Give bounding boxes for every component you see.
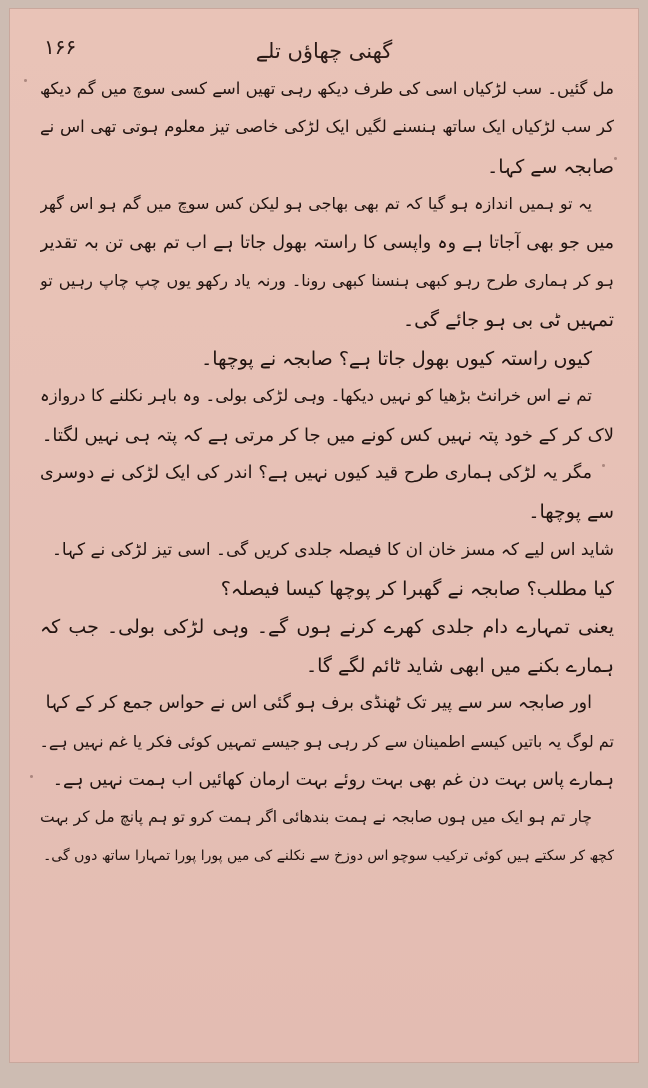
paper-speck [614, 157, 617, 160]
paper-speck [24, 79, 27, 82]
text-line: کر سب لڑکیاں ایک ساتھ ہنسنے لگیں ایک لڑکی خاصی تیز معلوم ہوتی تھی اس نے [40, 117, 614, 137]
text-line: تمہیں ٹی بی ہو جائے گی۔ [403, 309, 614, 332]
page-header [10, 35, 638, 69]
text-line: چار تم ہو ایک میں ہوں صابجہ نے ہمت بندھائی اگر ہمت کرو تو ہم پانچ مل کر بہت [40, 808, 592, 827]
text-line: لاک کر کے خود پتہ نہیں کس کونے میں جا کر مرتی ہے کہ پتہ ہی نہیں لگتا۔ [41, 424, 614, 446]
text-line: کچھ کر سکتے ہیں کوئی ترکیب سوچو اس دوزخ سے نکلنے کی میں پورا پورا تمہارا ساتھ دوں گی۔ [43, 847, 614, 864]
text-line: کیوں راستہ کیوں بھول جاتا ہے؟ صابجہ نے پوچھا۔ [201, 347, 592, 370]
text-line: کیا مطلب؟ صابجہ نے گھبرا کر پوچھا کیسا فیصلہ؟ [220, 578, 614, 601]
text-line: یعنی تمہارے دام جلدی کھرے کرنے ہوں گے۔ وہی لڑکی بولی۔ جب کہ [40, 616, 614, 639]
text-line: ہو کر ہماری طرح رہو کبھی ہنسنا کبھی رونا۔ ورنہ یاد رکھو یوں چپ چاپ رہیں تو [40, 270, 614, 290]
text-line: تم لوگ یہ باتیں کیسے اطمینان سے کر رہی ہو جیسے تمہیں کوئی فکر یا غم نہیں ہے۔ [40, 731, 614, 751]
running-title: گھنی چھاؤں تلے [255, 39, 393, 63]
text-line: صابجہ سے کہا۔ [487, 155, 614, 178]
text-line: مگر یہ لڑکی ہماری طرح قید کیوں نہیں ہے؟ اندر کی ایک لڑکی نے دوسری [40, 462, 592, 483]
text-line: مل گئیں۔ سب لڑکیاں اسی کی طرف دیکھ رہی تھیں اسے کسی سوچ میں گم دیکھ [40, 79, 614, 98]
text-line: تم نے اس خرانٹ بڑھیا کو نہیں دیکھا۔ وہی لڑکی بولی۔ وہ باہر نکلنے کا دروازہ [40, 386, 592, 406]
text-line: ہمارے بکنے میں ابھی شاید ٹائم لگے گا۔ [305, 654, 614, 677]
page-number: ۱۶۶ [44, 35, 77, 59]
text-line: میں جو بھی آجاتا ہے وہ واپسی کا راستہ بھول جاتا ہے اب تم بھی تن بہ تقدیر [40, 232, 614, 253]
text-line: یہ تو ہمیں اندازہ ہو گیا کہ تم بھی بھاجی ہو لیکن کس سوچ میں گم ہو اس گھر [40, 194, 592, 214]
text-line: اور صابجہ سر سے پیر تک ٹھنڈی برف ہو گئی اس نے حواس جمع کر کے کہا [45, 693, 592, 714]
text-line: شاید اس لیے کہ مسز خان ان کا فیصلہ جلدی کریں گی۔ اسی تیز لڑکی نے کہا۔ [51, 539, 614, 560]
paper-speck [602, 464, 605, 467]
text-line: ہمارے پاس بہت دن غم بھی بہت روئے بہت ارمان کھائیں اب ہمت نہیں ہے۔ [52, 770, 614, 791]
body-text [40, 73, 614, 879]
text-line: سے پوچھا۔ [528, 501, 614, 524]
book-page [9, 8, 639, 1063]
paper-speck [30, 775, 33, 778]
